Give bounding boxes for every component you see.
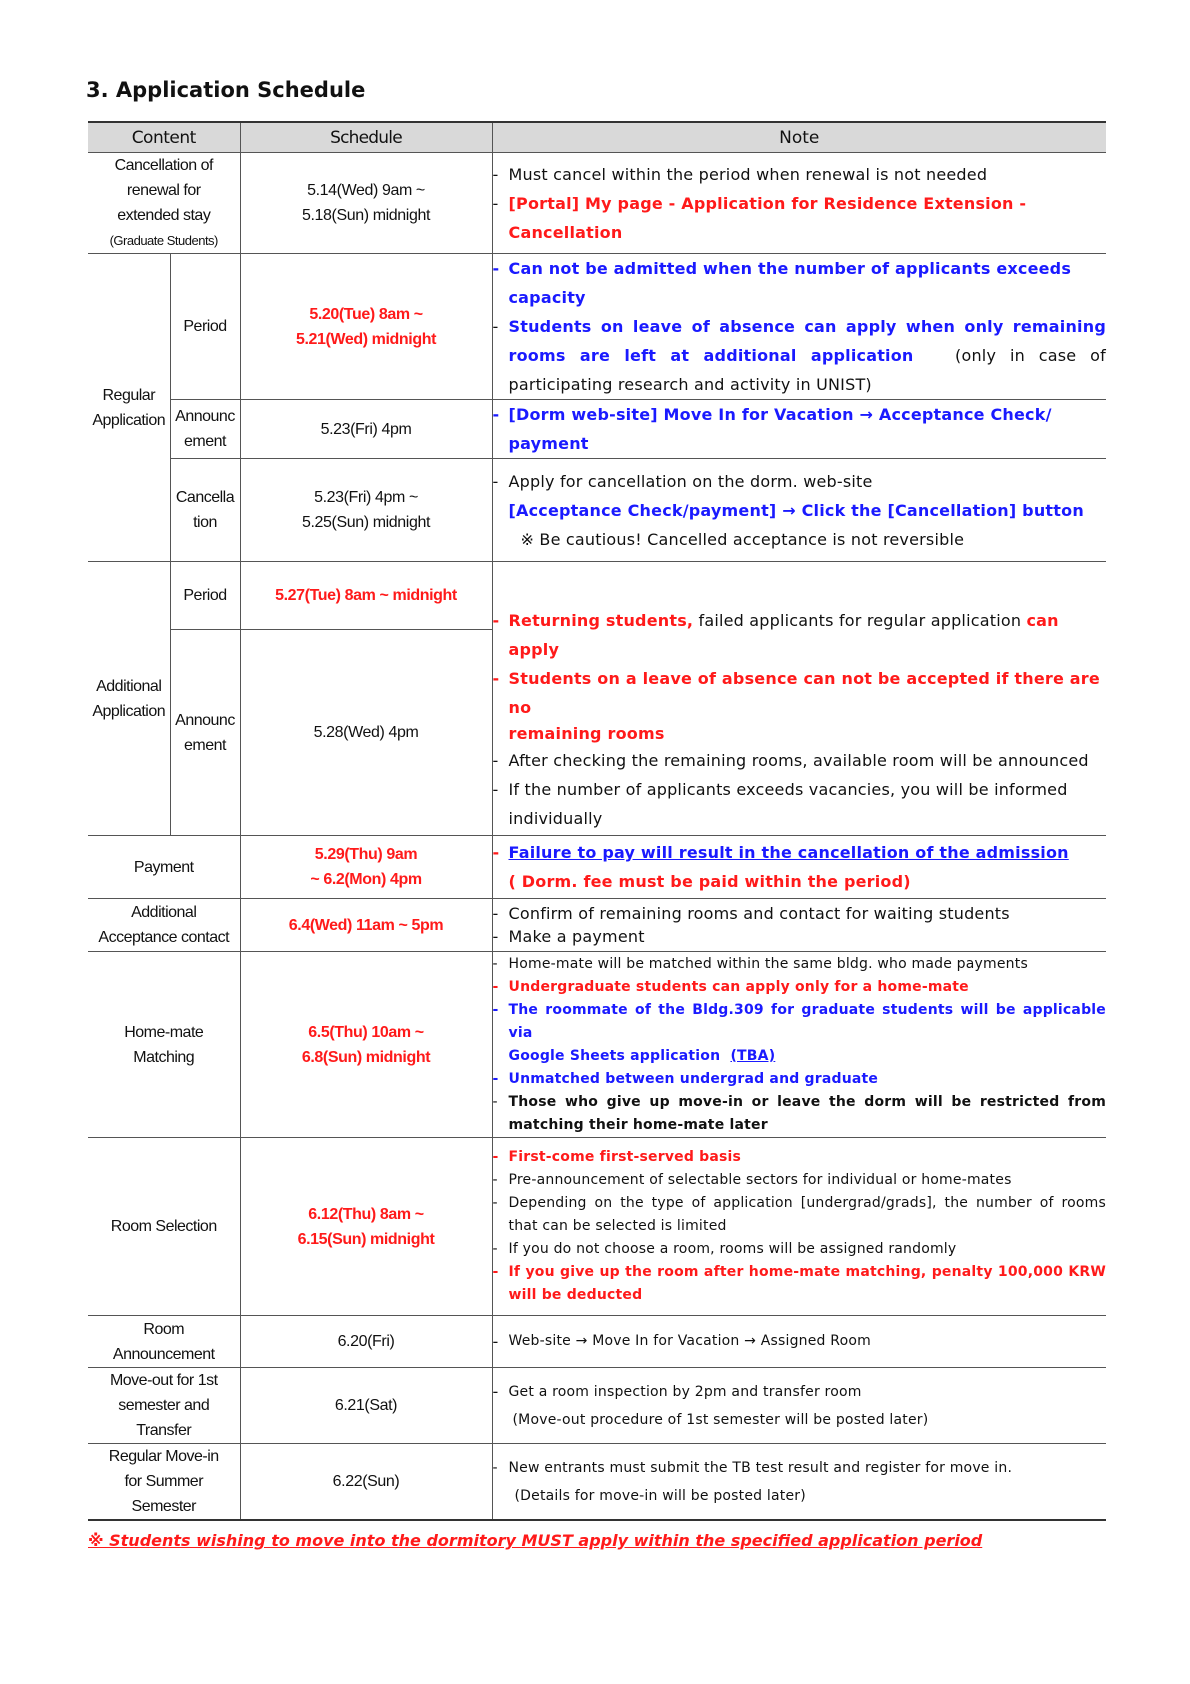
row-move-out: [88, 1368, 1106, 1444]
note-line: New entrants must submit the TB test result and register for move in.: [508, 1459, 1013, 1476]
schedule-cell: [240, 1138, 492, 1316]
schedule-line: 5.18(Sun) midnight: [302, 207, 430, 224]
note-line: matching their home-mate later: [508, 1116, 768, 1133]
note-line: If you give up the room after home-mate matching, penalty 100,000 KRW: [508, 1264, 1106, 1280]
note-line: [Acceptance Check/payment] → Click the [Cancellation] button: [508, 500, 1084, 520]
schedule-line: 6.12(Thu) 8am ~: [308, 1205, 424, 1223]
schedule-cell: [240, 952, 492, 1138]
schedule-cell: 6.20(Fri): [240, 1316, 492, 1368]
row-regular-cancellation: [88, 459, 1106, 562]
content-cell: Payment: [88, 836, 240, 899]
note-line: Failure to pay will result in the cancellation of the admission: [508, 843, 1069, 862]
note-cell: - Confirm of remaining rooms and contact for waiting students - Make a payment: [492, 899, 1106, 952]
content-cell: [88, 1444, 240, 1521]
note-cell: - Failure to pay will result in the cancellation of the admission ( Dorm. fee must be paid within the period): [492, 836, 1106, 899]
content-line: Move-out for 1st: [109, 1372, 218, 1389]
schedule-cell: 5.28(Wed) 4pm: [240, 630, 492, 836]
schedule-line: 5.20(Tue) 8am ~: [309, 305, 423, 323]
schedule-line: 5.23(Fri) 4pm ~: [314, 489, 418, 506]
row-regular-period: [88, 254, 1106, 400]
group-additional-application: [88, 562, 170, 836]
label-line: Announc: [175, 408, 235, 425]
schedule-cell: 6.22(Sun): [240, 1444, 492, 1521]
label-line: ement: [184, 736, 226, 754]
content-line-small: (Graduate Students): [109, 233, 218, 248]
note-cell: - Web-site → Move In for Vacation → Assigned Room: [492, 1316, 1106, 1368]
header-note: Note: [492, 122, 1106, 153]
header-content: Content: [88, 122, 240, 153]
sub-label-period: Period: [170, 562, 240, 630]
note-line: Pre-announcement of selectable sectors for individual or home-mates: [508, 1172, 1012, 1188]
note-line: (Move-out procedure of 1st semester will be posted later): [512, 1411, 929, 1428]
note-line: [509, 606, 1107, 664]
note-line: remaining rooms: [508, 724, 665, 743]
content-line: Home-mate: [124, 1023, 204, 1041]
row-room-announcement: [88, 1316, 1106, 1368]
note-line: Get a room inspection by 2pm and transfer room: [508, 1383, 862, 1400]
note-cell: - [Dorm web-site] Move In for Vacation → Acceptance Check/ payment: [492, 400, 1106, 459]
content-line: Matching: [133, 1048, 195, 1066]
note-line: Apply for cancellation on the dorm. web-site: [508, 471, 873, 491]
note-line: [493, 1045, 1107, 1068]
application-schedule-table: [88, 121, 1106, 1521]
note-line: will be deducted: [508, 1287, 643, 1303]
note-line: Confirm of remaining rooms and contact for waiting students: [508, 904, 1010, 923]
note-cell: - Get a room inspection by 2pm and transfer room (Move-out procedure of 1st semester will be posted later): [492, 1368, 1106, 1444]
note-fragment: (TBA): [730, 1047, 776, 1064]
note-line: First-come first-served basis: [508, 1149, 742, 1165]
note-fragment: failed applicants for regular application: [693, 611, 1027, 630]
content-cell: [88, 952, 240, 1138]
schedule-line: 5.25(Sun) midnight: [302, 514, 430, 531]
note-line: Web-site → Move In for Vacation → Assigned Room: [508, 1333, 871, 1349]
note-line: [Dorm web-site] Move In for Vacation → Acceptance Check/ payment: [508, 405, 1052, 453]
schedule-line: 6.5(Thu) 10am ~: [308, 1023, 424, 1041]
note-fragment: can apply: [508, 611, 1059, 659]
content-line: Cancellation of: [114, 157, 213, 174]
content-line: Transfer: [136, 1422, 192, 1439]
note-cell: - New entrants must submit the TB test result and register for move in. (Details for move-in will be posted later): [492, 1444, 1106, 1521]
note-line: Those who give up move-in or leave the dorm will be restricted from: [508, 1093, 1106, 1110]
note-line: Undergraduate students can apply only for a home-mate: [508, 978, 969, 995]
row-homemate-matching: [88, 952, 1106, 1138]
row-additional-contact: [88, 899, 1106, 952]
schedule-line: 6.8(Sun) midnight: [301, 1048, 431, 1066]
note-line: Students on a leave of absence can not be accepted if there are no: [508, 669, 1100, 717]
schedule-cell: 5.27(Tue) 8am ~ midnight: [240, 562, 492, 630]
content-line: renewal for: [126, 182, 201, 199]
label-line: tion: [193, 514, 217, 531]
group-regular-application: [88, 254, 170, 562]
note-line: If you do not choose a room, rooms will be assigned randomly: [508, 1241, 957, 1257]
note-fragment: (only in case of: [955, 346, 1106, 365]
group-label-line: Additional: [96, 677, 162, 695]
content-cell: [88, 1316, 240, 1368]
schedule-line: 5.14(Wed) 9am ~: [307, 182, 425, 199]
schedule-cell: 6.4(Wed) 11am ~ 5pm: [240, 899, 492, 952]
note-line: ※ Be cautious! Cancelled acceptance is not reversible: [520, 529, 965, 549]
note-line: individually: [508, 809, 603, 828]
schedule-line: ~ 6.2(Mon) 4pm: [310, 871, 422, 888]
note-line: Home-mate will be matched within the same bldg. who made payments: [508, 955, 1028, 972]
note-line: Unmatched between undergrad and graduate: [508, 1070, 879, 1087]
sub-label-cancellation: [170, 459, 240, 562]
schedule-cell: [240, 153, 492, 254]
content-line: semester and: [118, 1397, 210, 1414]
note-fragment: Google Sheets application: [508, 1047, 721, 1064]
group-label-line: Regular: [102, 386, 156, 404]
content-cell: [88, 153, 240, 254]
note-fragment: rooms are left at additional application: [508, 346, 914, 365]
note-line: (Details for move-in will be posted later): [514, 1487, 806, 1504]
sub-label-announcement: [170, 630, 240, 836]
content-cell: Room Selection: [88, 1138, 240, 1316]
row-regular-announcement: [88, 400, 1106, 459]
content-line: for Summer: [124, 1473, 204, 1490]
note-line: participating research and activity in UNIST): [508, 375, 872, 394]
row-payment: [88, 836, 1106, 899]
label-line: Announc: [175, 711, 235, 729]
schedule-cell: [240, 459, 492, 562]
content-line: extended stay: [117, 207, 211, 224]
row-additional-period: [88, 562, 1106, 630]
note-cell: - Can not be admitted when the number of applicants exceeds capacity - Students on leave of absence can apply when only remaining rooms are left at additional application (only in case of participating research and activity in UNIST): [492, 254, 1106, 400]
note-line: that can be selected is limited: [508, 1218, 727, 1234]
content-line: Regular Move-in: [108, 1448, 219, 1465]
schedule-cell: 5.23(Fri) 4pm: [240, 400, 492, 459]
row-cancel-renewal: [88, 153, 1106, 254]
row-move-in: [88, 1444, 1106, 1521]
schedule-cell: [240, 836, 492, 899]
header-schedule: Schedule: [240, 122, 492, 153]
note-cell: - Must cancel within the period when renewal is not needed - [Portal] My page - Application for Residence Extension - Cancellation: [492, 153, 1106, 254]
note-cell: - Returning students, failed applicants for regular application can apply - Students on a leave of absence can not be accepted if there are no remaining rooms - After checking the remaining rooms, available room will be announced - If the number of applicants exceeds vacancies, you will be informed individually: [492, 562, 1106, 836]
note-line: Make a payment: [508, 927, 645, 946]
schedule-line: 6.15(Sun) midnight: [297, 1230, 435, 1248]
row-room-selection: [88, 1138, 1106, 1316]
schedule-line: 5.21(Wed) midnight: [295, 330, 437, 348]
label-line: ement: [184, 433, 226, 450]
note-line: After checking the remaining rooms, available room will be announced: [508, 751, 1089, 770]
schedule-cell: [240, 254, 492, 400]
note-line: Can not be admitted when the number of applicants exceeds capacity: [508, 259, 1072, 307]
note-line: [493, 341, 1107, 370]
footnote: ※ Students wishing to move into the dormitory MUST apply within the specified application period: [88, 1531, 983, 1550]
section-heading: 3. Application Schedule: [86, 78, 366, 102]
group-label-line: Application: [92, 411, 166, 429]
content-line: Acceptance contact: [98, 929, 230, 946]
sub-label-announcement: [170, 400, 240, 459]
schedule-cell: 6.21(Sat): [240, 1368, 492, 1444]
note-line: [Portal] My page - Application for Residence Extension - Cancellation: [508, 193, 1027, 242]
note-line: Depending on the type of application [undergrad/grads], the number of rooms: [508, 1195, 1106, 1211]
content-cell: [88, 899, 240, 952]
note-cell: - Home-mate will be matched within the same bldg. who made payments - Undergraduate students can apply only for a home-mate - The roommate of the Bldg.309 for graduate students will be applicable via Google Sheets application (TBA) - Unmatched between undergrad and graduate - Those who give up move-in or leave the dorm will be restricted from matching their home-mate later: [492, 952, 1106, 1138]
sub-label-period: Period: [170, 254, 240, 400]
table-header-row: [88, 122, 1106, 153]
content-line: Additional: [131, 904, 197, 921]
group-label-line: Application: [92, 702, 166, 720]
schedule-line: 5.29(Thu) 9am: [314, 846, 418, 863]
content-line: Announcement: [112, 1345, 215, 1363]
content-line: Semester: [131, 1498, 196, 1515]
note-cell: - First-come first-served basis - Pre-announcement of selectable sectors for individual or home-mates - Depending on the type of application [undergrad/grads], the number of rooms that can be selected is limited - If you do not choose a room, rooms will be assigned randomly - If you give up the room after home-mate matching, penalty 100,000 KRW will be deducted: [492, 1138, 1106, 1316]
content-cell: [88, 1368, 240, 1444]
content-line: Room: [143, 1320, 185, 1338]
note-fragment: Returning students,: [508, 611, 694, 630]
note-cell: - Apply for cancellation on the dorm. web-site [Acceptance Check/payment] → Click the [Cancellation] button ※ Be cautious! Cancelled acceptance is not reversible: [492, 459, 1106, 562]
note-line: If the number of applicants exceeds vacancies, you will be informed: [508, 780, 1068, 799]
note-line: The roommate of the Bldg.309 for graduate students will be applicable via: [508, 1001, 1106, 1041]
label-line: Cancella: [175, 489, 235, 506]
note-line: Students on leave of absence can apply when only remaining: [508, 317, 1106, 336]
note-line: Must cancel within the period when renewal is not needed: [508, 164, 988, 184]
note-line: ( Dorm. fee must be paid within the period): [508, 872, 911, 891]
